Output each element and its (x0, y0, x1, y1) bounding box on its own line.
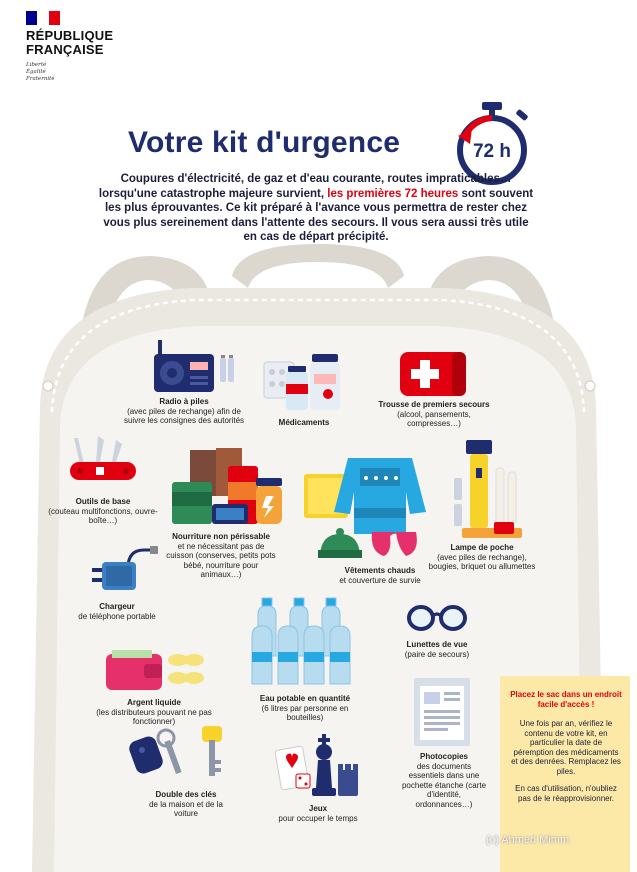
org-name-line2: FRANÇAISE (26, 42, 104, 57)
item-chargeur-desc: de téléphone portable (78, 611, 156, 621)
item-argent-desc: (les distributeurs pouvant ne pas fonctionner) (96, 707, 212, 726)
medicine-icon (262, 350, 346, 414)
first-aid-kit-icon (398, 350, 468, 398)
motto-fraternite: Fraternité (26, 76, 55, 82)
org-name-line1: RÉPUBLIQUE (26, 28, 114, 43)
intro-part2: sont souvent les plus éprouvantes. Ce kit préparé à l'avance vous permettra de rester chez vous plus sereinement dans l'attente des secours. Il vous sera aussi très utile en cas de départ précipité. (103, 187, 534, 243)
item-eau-title: Eau potable en quantité (259, 694, 351, 703)
water-bottles-icon (250, 596, 358, 688)
item-medicaments (258, 418, 350, 428)
warm-clothes-icon (300, 452, 430, 560)
item-lunettes (390, 640, 484, 659)
item-lampe (428, 543, 536, 572)
watermark: (c) Ahmed Mimm (486, 834, 570, 846)
item-jeux-desc: pour occuper le temps (278, 813, 358, 823)
item-argent-title: Argent liquide (127, 698, 181, 707)
multitool-icon (66, 434, 146, 494)
intro-part1: Coupures d'électricité, de gaz et d'eau courante, routes impraticables… lorsqu'une catastrophe majeure survient, (98, 173, 512, 200)
motto-liberte: Liberté (26, 62, 47, 68)
item-photocopies-title: Photocopies (419, 752, 468, 761)
cash-wallet-icon (104, 648, 208, 694)
item-trousse (372, 400, 496, 429)
item-trousse-desc: (alcool, pansements, compresses…) (397, 409, 471, 428)
item-vetements-title: Vêtements chauds (344, 566, 416, 575)
motto (26, 62, 55, 83)
item-cles (136, 790, 236, 819)
item-nourriture (164, 532, 278, 580)
item-nourriture-title: Nourriture non périssable (172, 532, 270, 541)
intro-highlight: les premières 72 heures (327, 187, 459, 200)
item-chargeur-title: Chargeur (99, 602, 135, 611)
item-vetements-desc: et couverture de survie (339, 575, 421, 585)
item-vetements (328, 566, 432, 585)
item-eau (246, 694, 364, 723)
note-paragraph-1: Une fois par an, vérifiez le contenu de votre kit, en particulier la date de péremption des médicaments et des denrées. Remplacez les piles. (511, 719, 621, 776)
item-medicaments-title: Médicaments (278, 418, 330, 427)
item-cles-desc: de la maison et de la voiture (149, 799, 223, 818)
item-cles-title: Double des clés (155, 790, 217, 799)
french-flag-logo (26, 11, 60, 25)
item-radio-title: Radio à piles (159, 397, 209, 406)
item-lampe-title: Lampe de poche (450, 543, 514, 552)
item-lampe-desc: (avec piles de rechange), bougies, briquet ou allumettes (428, 552, 536, 571)
note-paragraph-2: En cas d'utilisation, n'oubliez pas de le réapprovisionner. (515, 784, 617, 803)
item-radio-desc: (avec piles de rechange) afin de suivre les consignes des autorités (123, 406, 245, 425)
item-photocopies-desc: des documents essentiels dans une pochette étanche (carte d'identité, ordonnances…) (401, 761, 487, 809)
charger-icon (88, 544, 160, 598)
republique-francaise-logo (26, 29, 113, 57)
keys-icon (128, 724, 228, 786)
documents-icon (412, 676, 472, 748)
note-heading: Placez le sac dans un endroit facile d'accès ! (510, 690, 622, 709)
motto-egalite: Égalité (26, 69, 46, 75)
item-outils-title: Outils de base (75, 497, 131, 506)
item-chargeur (58, 602, 176, 621)
badge-72h: 72 h (472, 141, 512, 162)
flashlight-icon (452, 438, 532, 542)
food-icon (170, 444, 286, 528)
page-title: Votre kit d'urgence (128, 126, 401, 159)
item-lunettes-desc: (paire de secours) (404, 649, 470, 659)
intro-paragraph (96, 172, 536, 245)
item-outils-desc: (couteau multifonctions, ouvre-boîte…) (48, 506, 158, 525)
item-photocopies (400, 752, 488, 809)
item-argent (94, 698, 214, 727)
item-trousse-title: Trousse de premiers secours (378, 400, 490, 409)
games-icon (274, 730, 364, 800)
radio-icon (150, 338, 236, 396)
item-radio (118, 397, 250, 426)
item-lunettes-title: Lunettes de vue (406, 640, 468, 649)
item-outils (48, 497, 158, 526)
item-jeux-title: Jeux (308, 804, 328, 813)
item-eau-desc: (6 litres par personne en bouteilles) (261, 703, 349, 722)
item-nourriture-desc: et ne nécessitant pas de cuisson (conserves, petits pots bébé, nourriture pour animaux…) (166, 541, 276, 579)
glasses-icon (406, 600, 468, 634)
item-jeux (262, 804, 374, 823)
